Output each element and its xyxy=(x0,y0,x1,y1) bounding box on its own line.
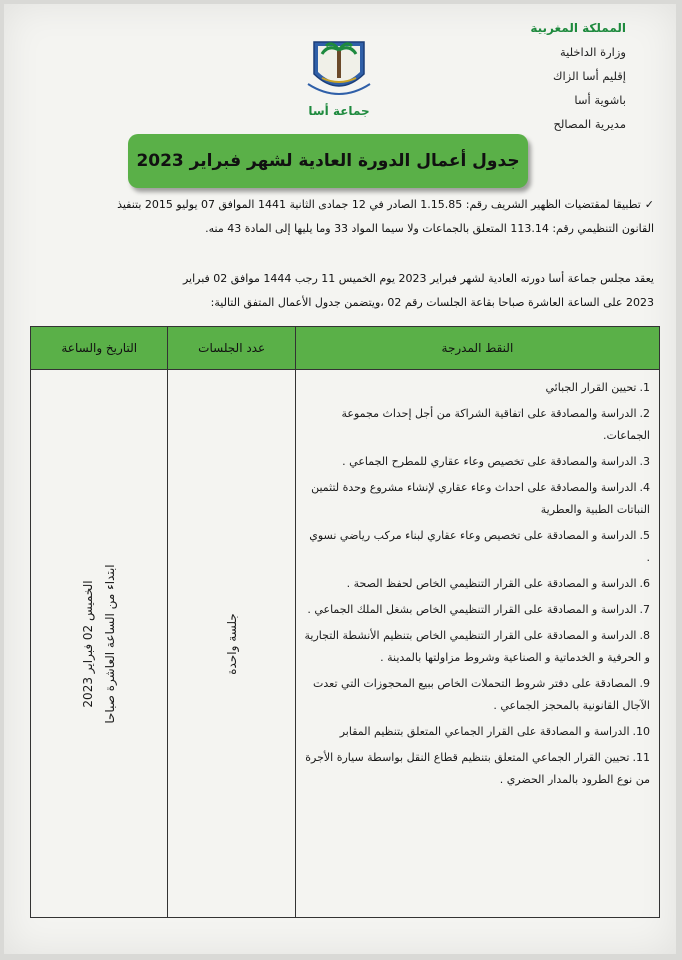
list-item: 5.الدراسة و المصادقة على تخصيص وعاء عقاري لبناء مركب رياضي نسوي . xyxy=(309,529,650,564)
list-item: 9.المصادقة على دفتر شروط التحملات الخاص ببيع المحجوزات التي تعدت الآجال القانونية بالمحجز الجماعي . xyxy=(313,677,650,712)
header-line-directorate: مديرية المصالح xyxy=(553,117,626,131)
list-item: 11.تحيين القرار الجماعي المتعلق بتنظيم قطاع النقل بواسطة سيارة الأجرة من نوع الطرود بالمدار الحضري . xyxy=(305,751,650,786)
meeting-date: الخميس 02 فبراير 2023 xyxy=(81,579,96,708)
list-item: 8.الدراسة و المصادقة على القرار التنظيمي الخاص بتنظيم الأنشطة التجارية و الحرفية و الخدماتية و الصناعية وشروط مزاولتها بالمدينة . xyxy=(304,629,650,664)
header-line-ministry: وزارة الداخلية xyxy=(559,45,626,59)
items-cell xyxy=(295,370,659,918)
document-page xyxy=(4,4,676,954)
meeting-time: ابتداء من الساعة العاشرة صباحا xyxy=(103,563,118,724)
intro-line-4: 2023 على الساعة العاشرة صباحا بقاعة الجلسات رقم 02 ،ويتضمن جدول الأعمال المتفق التالية: xyxy=(210,296,654,309)
document-title-banner xyxy=(128,134,528,188)
check-icon: ✓ xyxy=(644,198,654,211)
header-items: النقط المدرجة xyxy=(295,327,659,370)
list-item: 2.الدراسة والمصادقة على اتفاقية الشراكة من أجل إحداث مجموعة الجماعات. xyxy=(341,407,650,442)
header-line-kingdom: المملكة المغربية xyxy=(530,21,626,35)
header-sessions: عدد الجلسات xyxy=(168,327,295,370)
official-header xyxy=(486,16,626,136)
intro-text-1: تطبيقا لمقتضيات الظهير الشريف رقم: 1.15.85 الصادر في 12 جمادى الثانية 1441 الموافق 07 يوليو 2015 بتنفيذ xyxy=(117,198,641,211)
commune-logo-icon xyxy=(304,34,374,100)
date-time xyxy=(77,564,121,723)
intro-line-2: القانون التنظيمي رقم: 113.14 المتعلق بالجماعات ولا سيما المواد 33 وما يليها إلى المادة 43 منه. xyxy=(205,222,654,235)
sessions-count: جلسة واحدة xyxy=(224,612,239,675)
list-item: 7.الدراسة و المصادقة على القرار التنظيمي الخاص بشغل الملك الجماعي . xyxy=(307,603,650,616)
document-title: جدول أعمال الدورة العادية لشهر فبراير 2023 xyxy=(136,151,520,171)
header-date: التاريخ والساعة xyxy=(31,327,168,370)
intro-line-3: يعقد مجلس جماعة أسا دورته العادية لشهر فبراير 2023 يوم الخميس 11 رجب 1444 موافق 02 فبراير xyxy=(182,272,654,285)
list-item: 3.الدراسة والمصادقة على تخصيص وعاء عقاري للمطرح الجماعي . xyxy=(342,455,650,468)
list-item: 4.الدراسة والمصادقة على احداث وعاء عقاري لإنشاء مشروع وحدة لتثمين النباتات الطبية والعطرية xyxy=(311,481,650,516)
header-line-pashalik: باشوية أسا xyxy=(574,93,626,107)
header-line-province: إقليم أسا الزاك xyxy=(553,69,626,83)
agenda-table xyxy=(30,326,660,918)
intro-line-1 xyxy=(34,194,654,216)
list-item: 10.الدراسة و المصادقة على القرار الجماعي المتعلق بتنظيم المقابر xyxy=(339,725,650,738)
agenda-items-list xyxy=(297,371,658,791)
commune-name: جماعة أسا xyxy=(308,104,370,118)
date-cell xyxy=(31,370,168,918)
list-item: 6.الدراسة و المصادقة على القرار التنظيمي الخاص لحفظ الصحة . xyxy=(346,577,650,590)
sessions-cell xyxy=(168,370,295,918)
list-item: 1.تحيين القرار الجبائي xyxy=(545,381,650,394)
